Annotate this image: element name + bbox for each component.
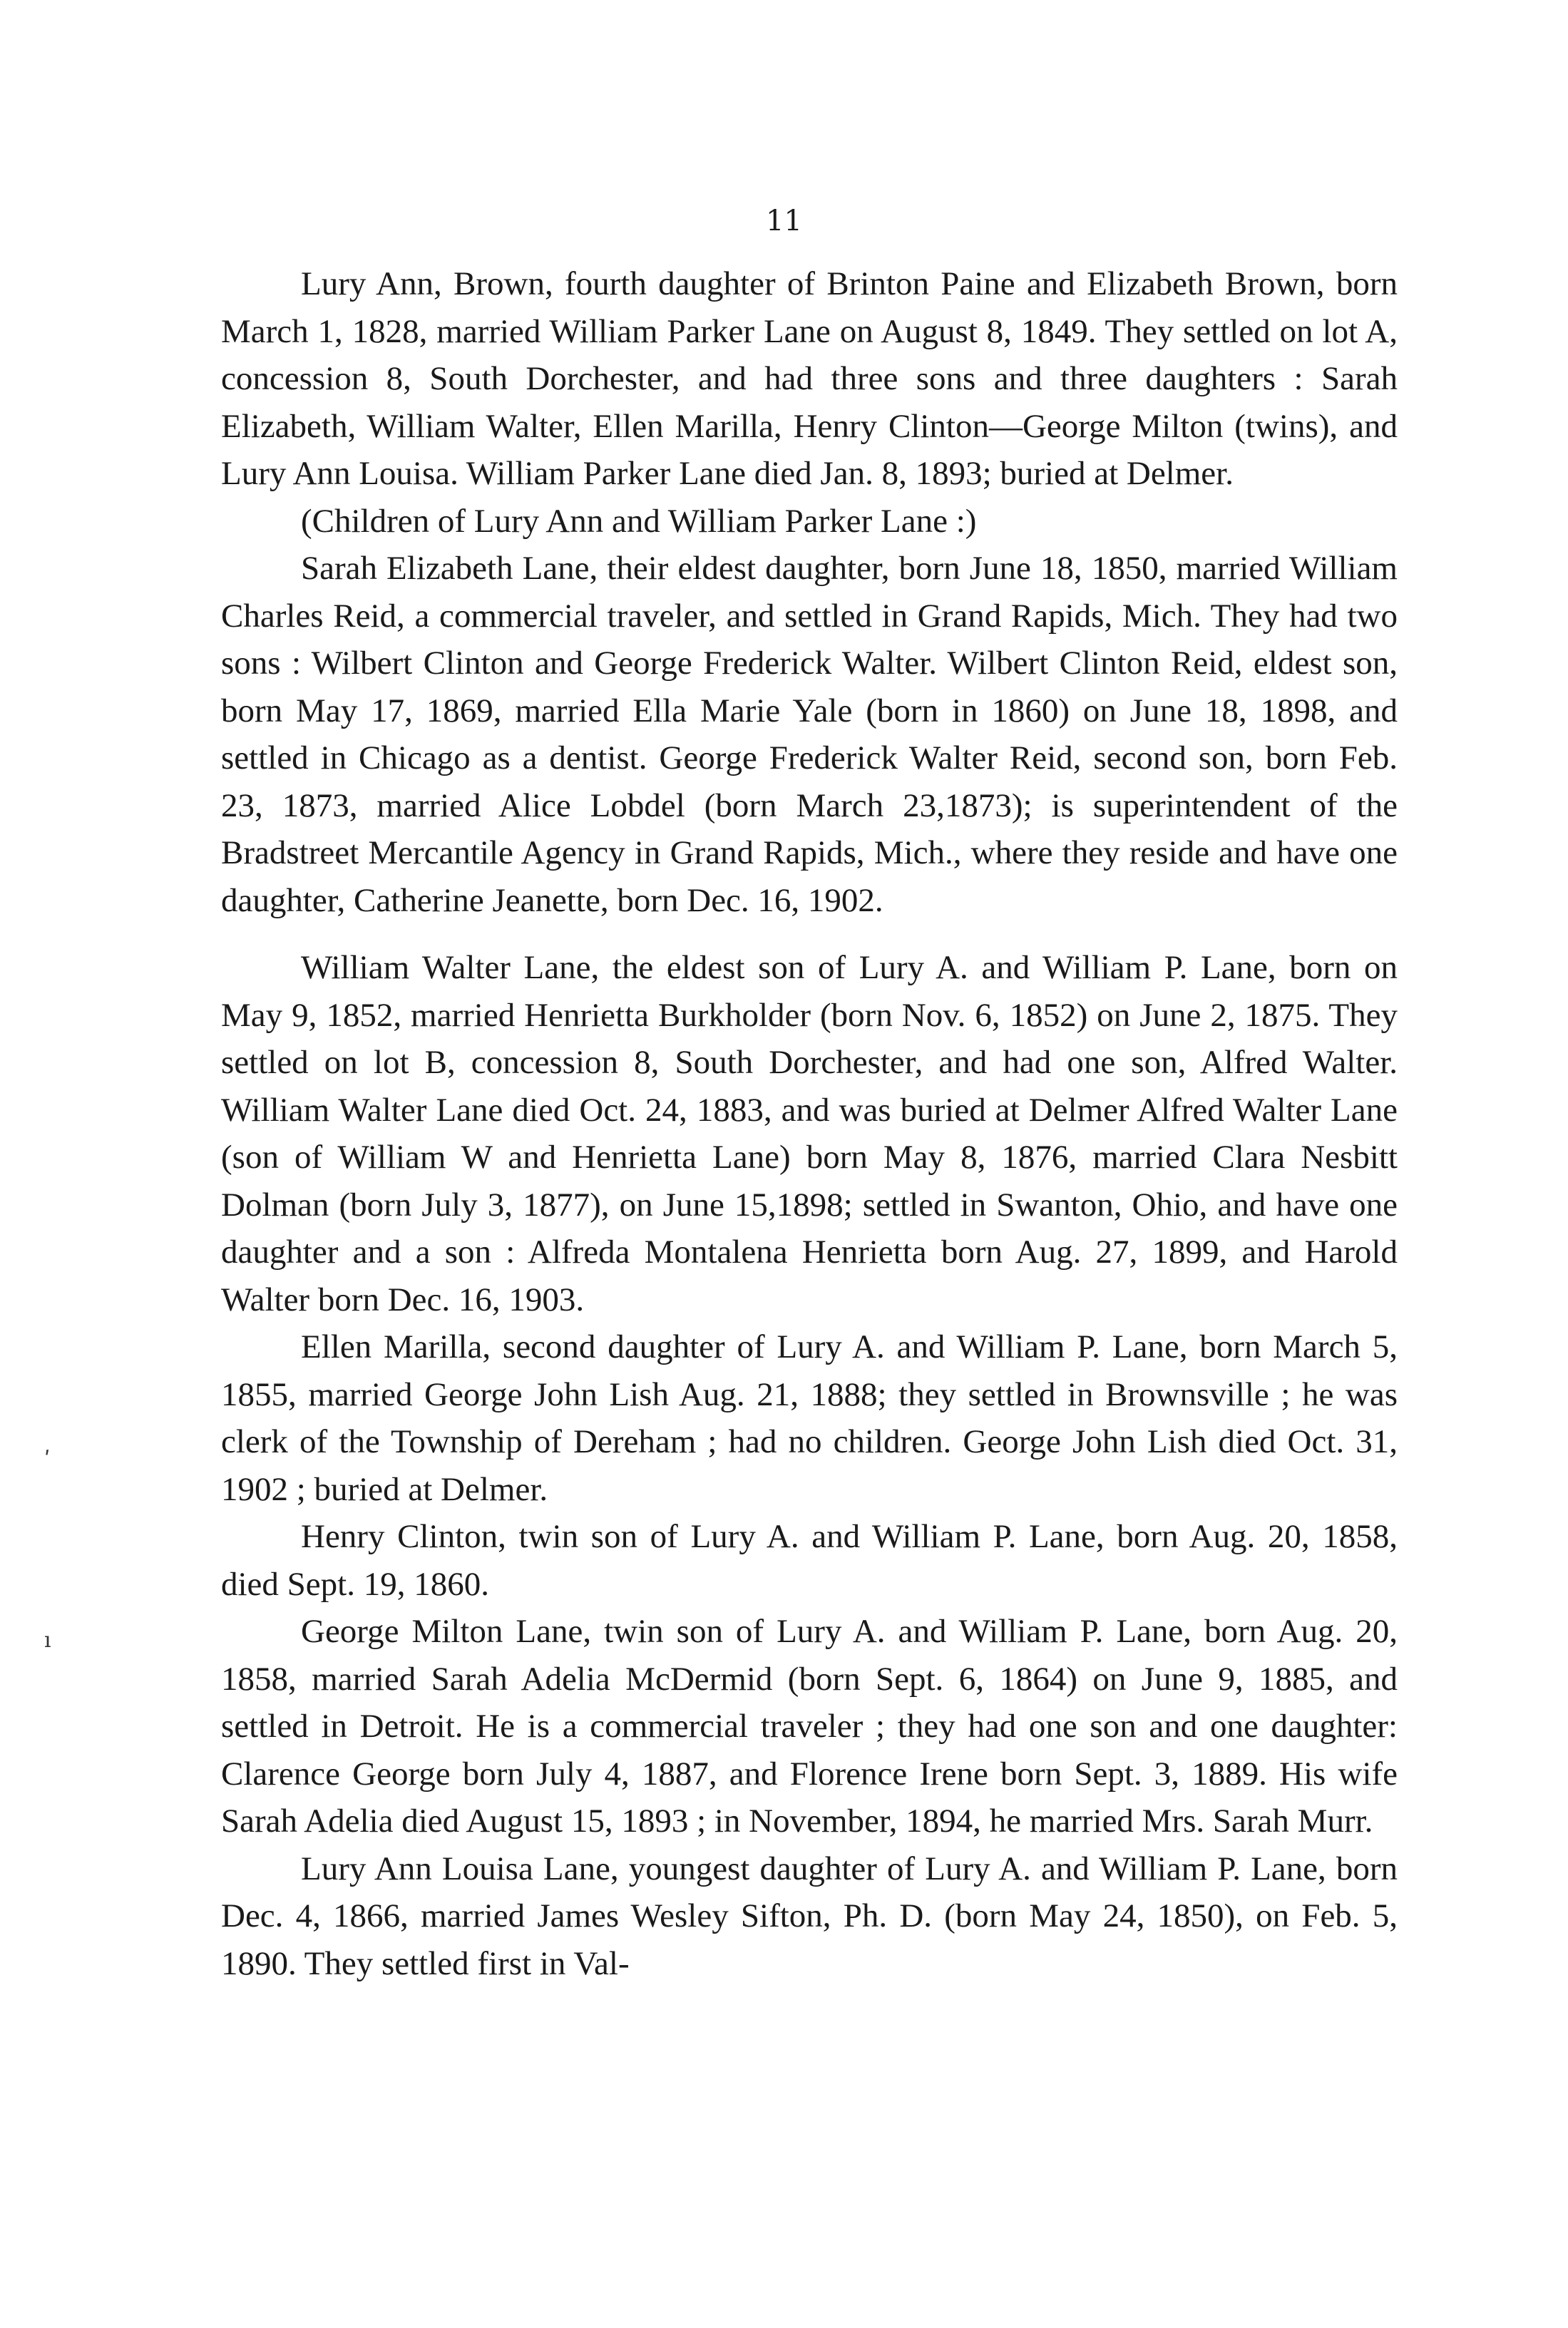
paragraph-henry-clinton: Henry Clinton, twin son of Lury A. and William P. Lane, born Aug. 20, 1858, died Sept. 19, 1860. xyxy=(221,1518,1398,1603)
margin-mark: ʹ xyxy=(44,1447,51,1472)
page-number: 11 xyxy=(766,205,802,237)
paragraph-children-heading: (Children of Lury Ann and William Parker Lane :) xyxy=(301,502,977,540)
paragraph-lury-ann-louisa-lane: Lury Ann Louisa Lane, youngest daughter of Lury A. and William P. Lane, born Dec. 4, 1866, married James Wesley Sifton, Ph. D. (born May 24, 1850), on Feb. 5, 1890. They settled first in Val- xyxy=(221,1850,1398,1982)
body-text xyxy=(221,260,1398,1987)
paragraph-lury-ann-brown: Lury Ann, Brown, fourth daughter of Brinton Paine and Elizabeth Brown, born March 1, 1828, married William Parker Lane on August 8, 1849. They settled on lot A, concession 8, South Dorchester, and had three sons and three daughters : Sarah Elizabeth, William Walter, Ellen Marilla, Henry Clinton—George Milton (twins), and Lury Ann Louisa. William Parker Lane died Jan. 8, 1893; buried at Delmer. xyxy=(221,265,1398,492)
paragraph-sarah-elizabeth-lane: Sarah Elizabeth Lane, their eldest daughter, born June 18, 1850, married William Charles Reid, a commercial traveler, and settled in Grand Rapids, Mich. They had two sons : Wilbert Clinton and George Frederick Walter. Wilbert Clinton Reid, eldest son, born May 17, 1869, married Ella Marie Yale (born in 1860) on June 18, 1898, and settled in Chicago as a dentist. George Frederick Walter Reid, second son, born Feb. 23, 1873, married Alice Lobdel (born March 23,1873); is superintendent of the Bradstreet Mercantile Agency in Grand Rapids, Mich., where they reside and have one daughter, Catherine Jeanette, born Dec. 16, 1902. xyxy=(221,550,1398,919)
paragraph-william-walter-lane: William Walter Lane, the eldest son of Lury A. and William P. Lane, born on May 9, 1852, married Henrietta Burkholder (born Nov. 6, 1852) on June 2, 1875. They settled on lot B, concession 8, South Dorchester, and had one son, Alfred Walter. William Walter Lane died Oct. 24, 1883, and was buried at Delmer Alfred Walter Lane (son of William W and Henrietta Lane) born May 8, 1876, married Clara Nesbitt Dolman (born July 3, 1877), on June 15,1898; settled in Swanton, Ohio, and have one daughter and a son : Alfreda Montalena Henrietta born Aug. 27, 1899, and Harold Walter born Dec. 16, 1903. xyxy=(221,949,1398,1318)
paragraph-george-milton-lane: George Milton Lane, twin son of Lury A. and William P. Lane, born Aug. 20, 1858, married Sarah Adelia McDermid (born Sept. 6, 1864) on June 9, 1885, and settled in Detroit. He is a commercial traveler ; they had one son and one daughter: Clarence George born July 4, 1887, and Florence Irene born Sept. 3, 1889. His wife Sarah Adelia died August 15, 1893 ; in November, 1894, he married Mrs. Sarah Murr. xyxy=(221,1613,1398,1840)
paragraph-ellen-marilla: Ellen Marilla, second daughter of Lury A. and William P. Lane, born March 5, 1855, married George John Lish Aug. 21, 1888; they settled in Brownsville ; he was clerk of the Township of Dereham ; had no children. George John Lish died Oct. 31, 1902 ; buried at Delmer. xyxy=(221,1328,1398,1508)
margin-mark: ı xyxy=(44,1628,51,1653)
